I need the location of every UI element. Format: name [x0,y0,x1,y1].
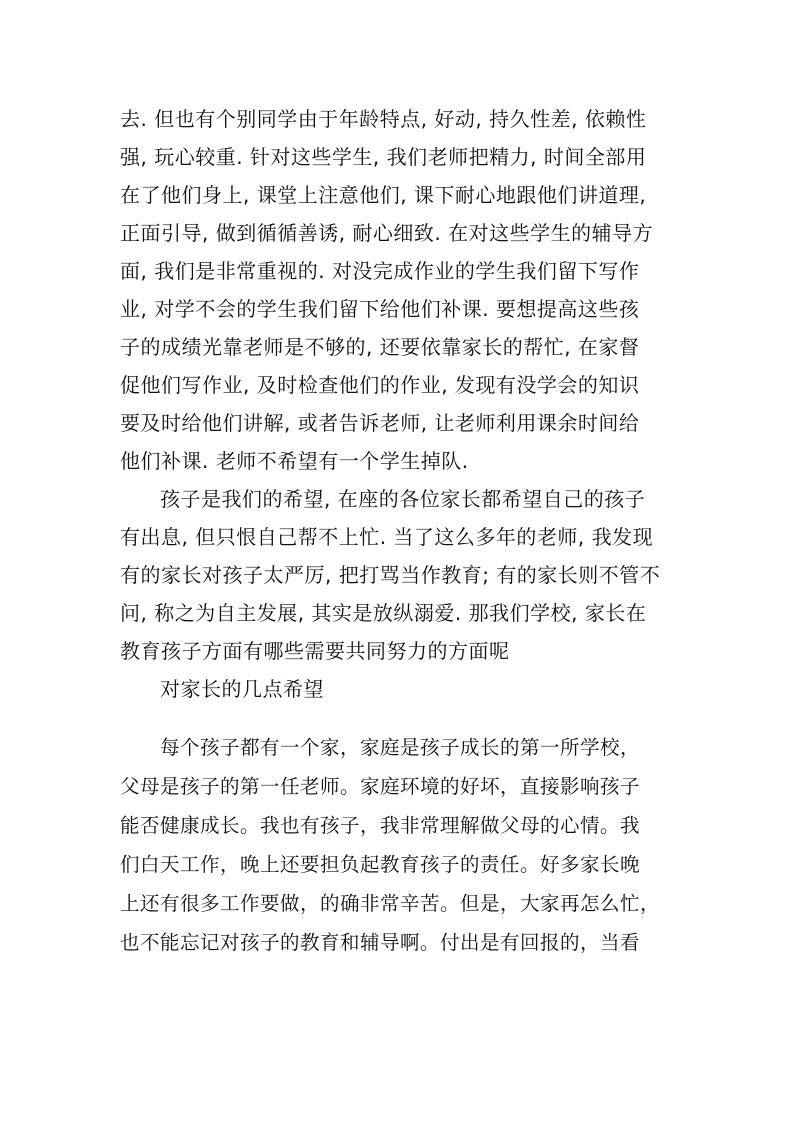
paragraph-2-line: 孩子是我们的希望, 在座的各位家长都希望自己的孩子 [160,487,646,511]
paragraph-1-line: 强, 玩心较重. 针对这些学生, 我们老师把精力, 时间全部用 [120,145,647,169]
paragraph-3-line: 们白天工作，晚上还要担负起教育孩子的责任。好多家长晚 [120,853,641,876]
body-text-lower [120,728,680,962]
paragraph-1-line: 面, 我们是非常重视的. 对没完成作业的学生我们留下写作 [120,259,640,283]
paragraph-1-line: 业, 对学不会的学生我们留下给他们补课. 要想提高这些孩 [120,297,640,321]
paragraph-1-line: 去. 但也有个别同学由于年龄特点, 好动, 持久性差, 依赖性 [120,107,647,131]
paragraph-3-line: 也不能忘记对孩子的教育和辅导啊。付出是有回报的，当看 [120,931,641,954]
paragraph-3-line: 能否健康成长。我也有孩子，我非常理解做父母的心情。我 [120,814,641,837]
paragraph-1-line: 在了他们身上, 课堂上注意他们, 课下耐心地跟他们讲道理, [120,183,647,207]
paragraph-3-line: 上还有很多工作要做，的确非常辛苦。但是，大家再怎么忙， [120,892,661,915]
paragraph-1-line: 子的成绩光靠老师是不够的, 还要依靠家长的帮忙, 在家督 [120,335,640,359]
paragraph-1-line: 促他们写作业, 及时检查他们的作业, 发现有没学会的知识 [120,373,640,397]
paragraph-2-line: 问, 称之为自主发展, 其实是放纵溺爱. 那我们学校, 家长在 [120,601,647,625]
body-text-upper [120,100,680,708]
section-heading: 对家长的几点希望 [160,677,324,701]
paragraph-2-line: 有出息, 但只恨自己帮不上忙. 当了这么多年的老师, 我发现 [120,525,654,549]
paragraph-1-line: 正面引导, 做到循循善诱, 耐心细致. 在对这些学生的辅导方 [120,221,654,245]
paragraph-3-line: 父母是孩子的第一任老师。家庭环境的好坏，直接影响孩子 [120,775,641,798]
paragraph-1-line: 他们补课. 老师不希望有一个学生掉队. [120,449,469,473]
paragraph-2-line: 教育孩子方面有哪些需要共同努力的方面呢 [120,639,510,663]
paragraph-1-line: 要及时给他们讲解, 或者告诉老师, 让老师利用课余时间给 [120,411,640,435]
paragraph-2-line: 有的家长对孩子太严厉, 把打骂当作教育; 有的家长则不管不 [120,563,661,587]
paragraph-3-line: 每个孩子都有一个家，家庭是孩子成长的第一所学校， [160,736,641,759]
